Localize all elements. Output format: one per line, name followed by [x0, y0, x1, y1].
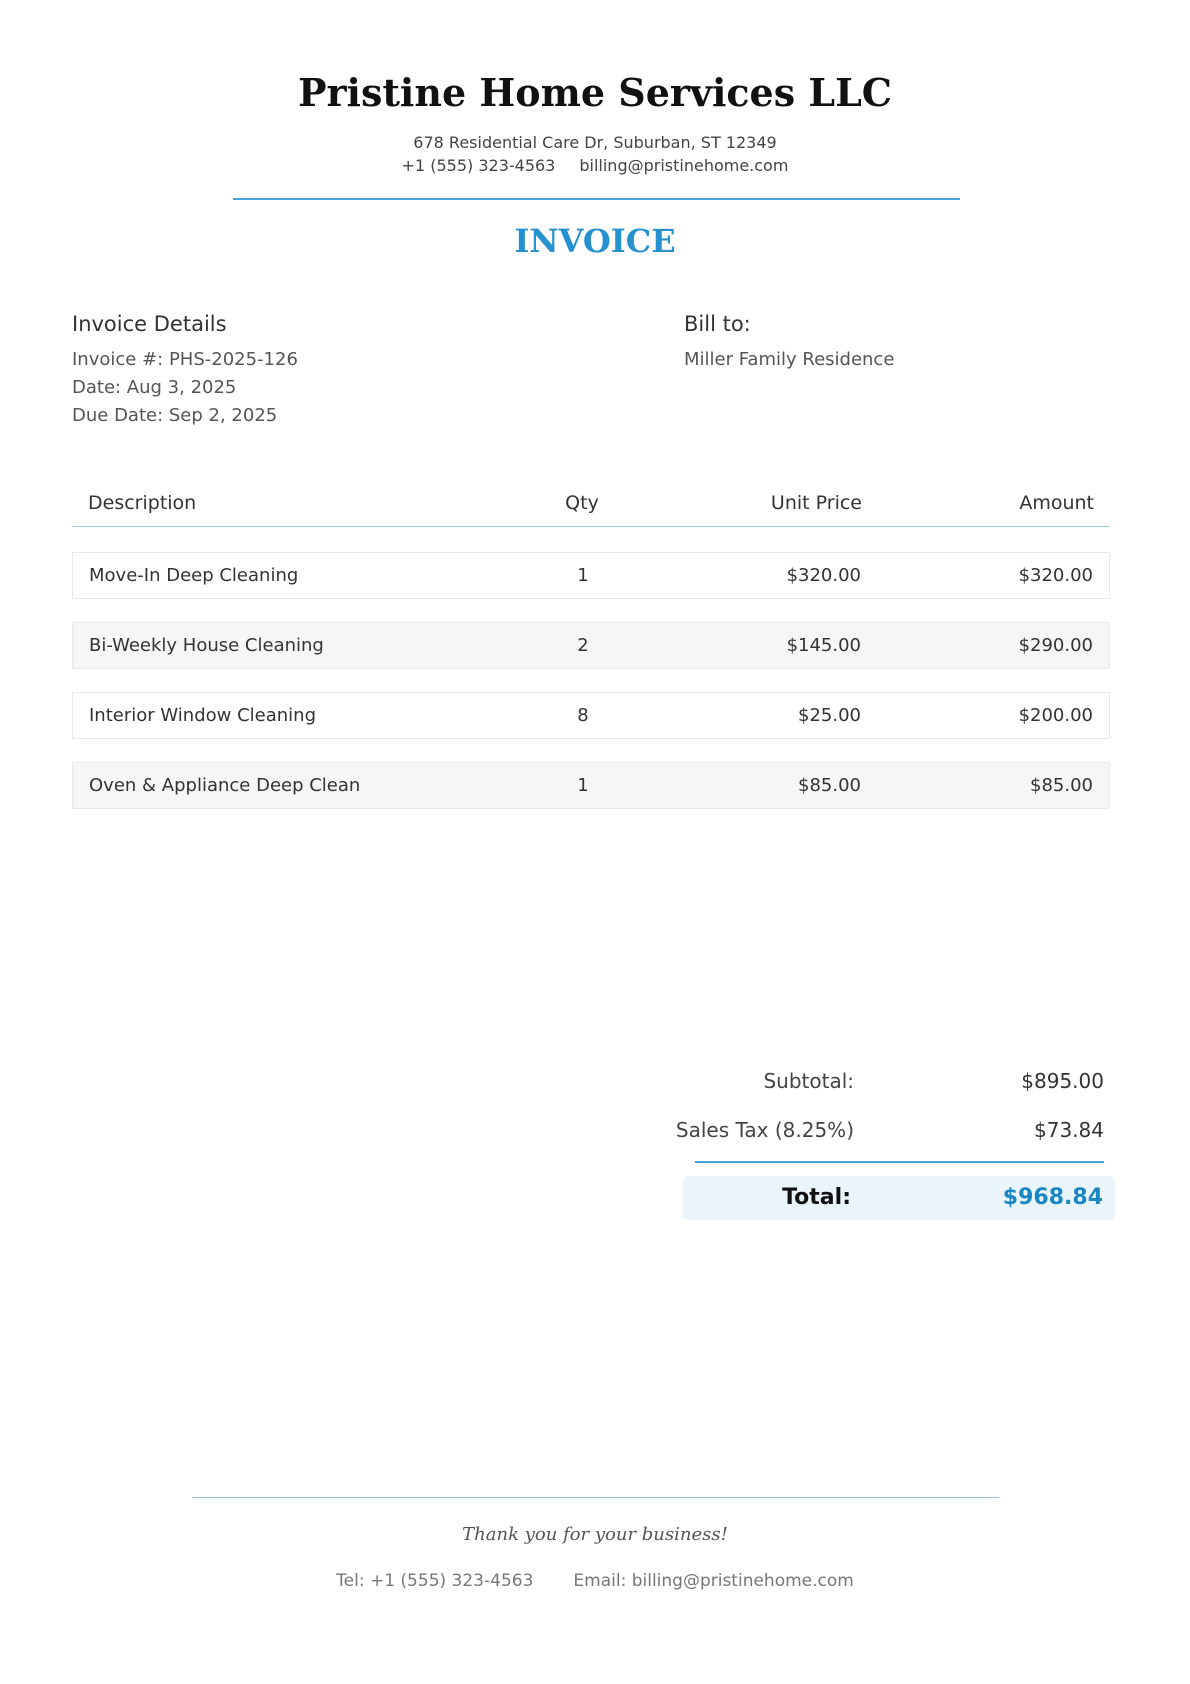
- header-amount: Amount: [1019, 492, 1094, 514]
- invoice-details-heading: Invoice Details: [72, 312, 227, 336]
- footer-contact: [0, 1571, 1190, 1591]
- subtotal-label: Subtotal:: [763, 1069, 854, 1093]
- table-header: [72, 486, 1110, 527]
- row-unit-price: $25.00: [798, 705, 861, 726]
- header-unit-price: Unit Price: [770, 492, 862, 514]
- invoice-date: Date: Aug 3, 2025: [72, 377, 237, 398]
- total-label: Total:: [782, 1185, 851, 1210]
- invoice-due-date: Due Date: Sep 2, 2025: [72, 405, 278, 426]
- row-unit-price: $85.00: [798, 775, 861, 796]
- invoice-details: [72, 312, 298, 430]
- header-description: Description: [88, 492, 197, 514]
- footer-tel: Tel: +1 (555) 323-4563: [336, 1571, 534, 1591]
- company-email: billing@pristinehome.com: [579, 156, 789, 175]
- row-unit-price: $320.00: [786, 565, 861, 586]
- row-qty: 8: [577, 705, 589, 726]
- table-row: [72, 622, 1110, 669]
- table-row: [72, 762, 1110, 809]
- row-amount: $85.00: [1030, 775, 1093, 796]
- table-row: [72, 692, 1110, 739]
- totals-divider: [695, 1161, 1104, 1163]
- row-description: Move-In Deep Cleaning: [89, 565, 299, 586]
- total-value: $968.84: [1002, 1185, 1103, 1210]
- header-qty: Qty: [565, 492, 599, 514]
- tax-value: $73.84: [1034, 1118, 1104, 1142]
- bill-to-name: Miller Family Residence: [684, 349, 895, 370]
- row-description: Bi-Weekly House Cleaning: [89, 635, 324, 656]
- bill-to: [684, 312, 894, 374]
- row-description: Oven & Appliance Deep Clean: [89, 775, 361, 796]
- invoice-title: INVOICE: [514, 222, 676, 260]
- footer-divider: [192, 1497, 999, 1498]
- row-qty: 1: [577, 565, 589, 586]
- company-phone: +1 (555) 323-4563: [401, 156, 556, 175]
- table-row: [72, 552, 1110, 599]
- bill-to-heading: Bill to:: [684, 312, 751, 336]
- row-description: Interior Window Cleaning: [89, 705, 316, 726]
- row-qty: 2: [577, 635, 589, 656]
- thank-you-note: Thank you for your business!: [462, 1524, 728, 1545]
- row-amount: $320.00: [1018, 565, 1093, 586]
- company-address: 678 Residential Care Dr, Suburban, ST 12349: [413, 133, 777, 152]
- line-items-table: [72, 486, 1110, 796]
- invoice-number: Invoice #: PHS-2025-126: [72, 349, 298, 370]
- footer-email: Email: billing@pristinehome.com: [573, 1571, 854, 1591]
- row-amount: $200.00: [1018, 705, 1093, 726]
- header-divider: [233, 198, 960, 200]
- subtotal-value: $895.00: [1021, 1069, 1104, 1093]
- row-amount: $290.00: [1018, 635, 1093, 656]
- tax-label: Sales Tax (8.25%): [675, 1118, 854, 1142]
- company-name: Pristine Home Services LLC: [297, 70, 893, 115]
- company-contact: [0, 156, 1190, 175]
- row-qty: 1: [577, 775, 589, 796]
- total-box: [683, 1176, 1115, 1220]
- row-unit-price: $145.00: [786, 635, 861, 656]
